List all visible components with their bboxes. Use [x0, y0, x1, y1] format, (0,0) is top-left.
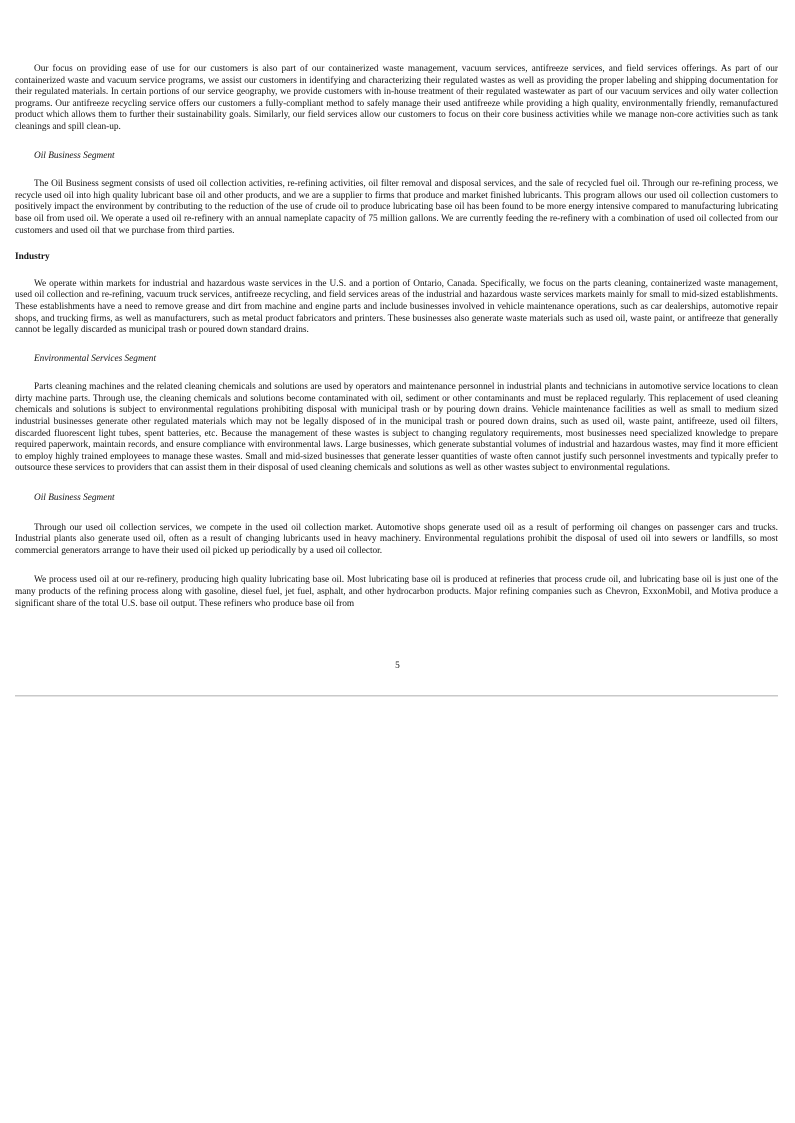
paragraph-used-oil-collection: Through our used oil collection services, we compete in the used oil collection market. Automotive shops generate used oil as a result of performing oil changes on passenger cars and trucks. Industrial plants also generate used oil, often as a result of changing lubricants used in heavy machinery. Environmental regulations prohibit the disposal of used oil into sewers or landfills, so most commercial generators arrange to have their used oil picked up periodically by a used oil collector. [15, 522, 778, 556]
paragraph-re-refinery: We process used oil at our re-refinery, producing high quality lubricating base oil. Most lubricating base oil is produced at refineries that process crude oil, and lubricating base oil is just one of the many products of the refining process along with gasoline, diesel fuel, jet fuel, asphalt, and other hydrocarbon products. Major refining companies such as Chevron, ExxonMobil, and Motiva produce a significant share of the total U.S. base oil output. These refiners who produce base oil from [15, 575, 778, 609]
paragraph-parts-cleaning: Parts cleaning machines and the related cleaning chemicals and solutions are used by operators and maintenance personnel in industrial plants and technicians in automotive service locations to clean dirty machine parts. Through use, the cleaning chemicals and solutions become contaminated with oil, sediment or other contaminants and must be replaced regularly. This replacement of used cleaning chemicals and solutions is subject to environmental regulations prohibiting disposal with municipal trash or by pouring down drains. Vehicle maintenance facilities as well as small to medium sized industrial businesses generate other regulated materials which may not be legally disposed of in the municipal trash or poured down drains, such as used oil, waste paint, antifreeze, used oil filters, discarded fluorescent light tubes, spent batteries, etc. Because the management of these wastes is subject to changing regulatory requirements, most businesses need specialized knowledge to prepare required paperwork, maintain records, and ensure compliance with environmental laws. Large businesses, which generate substantial volumes of industrial and hazardous wastes, may find it more efficient to employ highly trained employees to manage these wastes. Small and mid-sized businesses that generate lesser quantities of waste often cannot justify such personnel investments and typically prefer to outsource these services to providers that can assist them in their disposal of used cleaning chemicals and solutions as well as other wastes subject to environmental regulations. [15, 382, 778, 474]
subheading-oil-business-segment: Oil Business Segment [34, 150, 115, 161]
page-number: 5 [395, 661, 400, 671]
footer-divider [15, 695, 778, 697]
subheading-environmental-services-segment: Environmental Services Segment [34, 353, 157, 364]
heading-industry: Industry [15, 252, 50, 263]
document-body [15, 64, 778, 610]
subheading-oil-business-segment-2: Oil Business Segment [34, 493, 115, 504]
paragraph-services-ease-of-use: Our focus on providing ease of use for our customers is also part of our containerized waste management, vacuum services, antifreeze services, and field services offerings. As part of our containerized waste and vacuum service programs, we assist our customers in identifying and characterizing their regulated wastes as well as providing the proper labeling and shipping documentation for their regulated materials. In certain portions of our service geography, we provide customers with in-house treatment of their regulated wastewater as part of our vacuum services and oily water collection programs. Our antifreeze recycling service offers our customers a fully-compliant method to safely manage their used antifreeze while providing a high quality, environmentally friendly, remanufactured product which allows them to further their sustainability goals. Similarly, our field services allow our customers to focus on their core business activities while we manage non-core activities such as tank cleanings and spill clean-up. [15, 64, 778, 132]
paragraph-oil-business-overview: The Oil Business segment consists of used oil collection activities, re-refining activities, oil filter removal and disposal services, and the sale of recycled fuel oil. Through our re-refining process, we recycle used oil into high quality lubricant base oil and other products, and we are a supplier to firms that produce and market finished lubricants. This program allows our used oil collection customers to positively impact the environment by contributing to the reduction of the use of crude oil to produce lubricating base oil has been found to be more energy intensive compared to manufacturing lubricating base oil from used oil. We operate a used oil re-refinery with an annual nameplate capacity of 75 million gallons. We are currently feeding the re-refinery with a combination of used oil collected from our customers and used oil that we purchase from third parties. [15, 179, 778, 236]
paragraph-industry-markets: We operate within markets for industrial and hazardous waste services in the U.S. and a portion of Ontario, Canada. Specifically, we focus on the parts cleaning, containerized waste management, used oil collection and re-refining, vacuum truck services, antifreeze recycling, and field services areas of the industrial and hazardous waste services markets mainly for small to mid-sized establishments. These establishments have a need to remove grease and dirt from machine and engine parts and include businesses involved in vehicle maintenance operations, such as car dealerships, automotive repair shops, and trucking firms, as well as manufacturers, such as metal product fabricators and printers. These businesses also generate waste materials such as used oil, waste paint, or antifreeze that generally cannot be legally discarded as municipal trash or poured down standard drains. [15, 278, 778, 336]
